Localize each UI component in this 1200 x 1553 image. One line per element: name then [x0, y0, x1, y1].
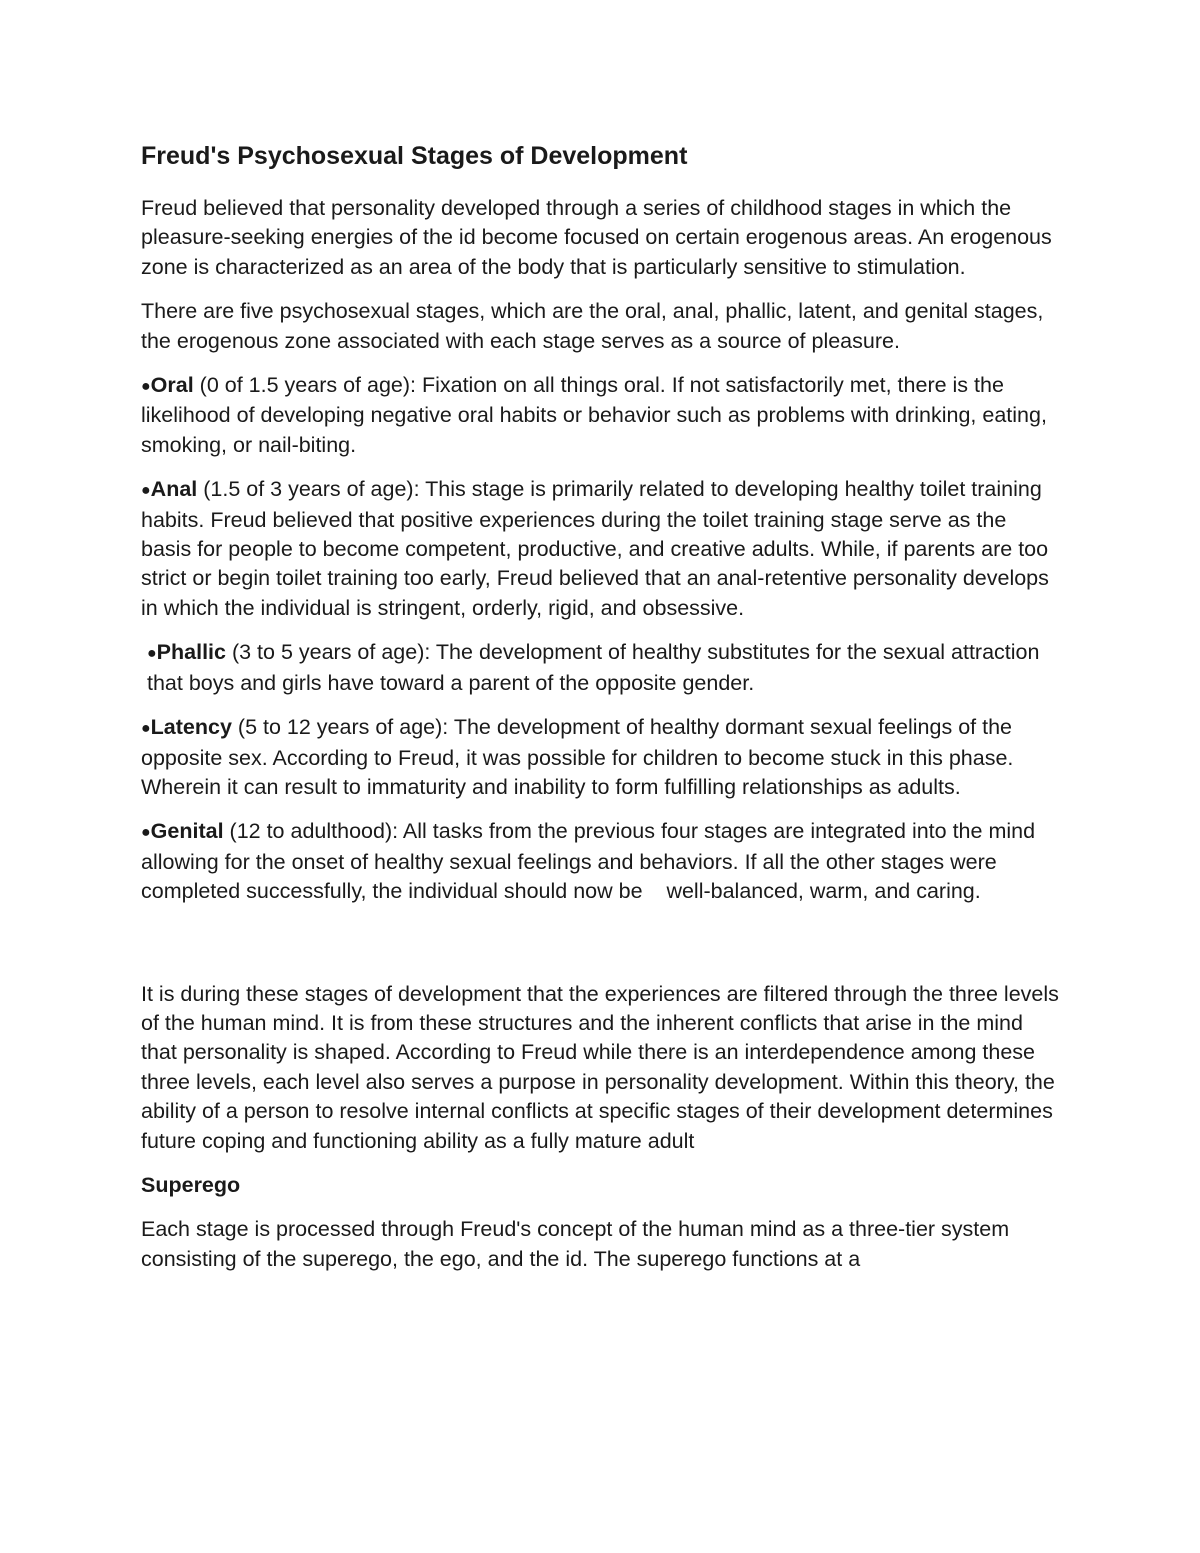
stage-description: (0 of 1.5 years of age): Fixation on all things oral. If not satisfactorily met, there is the likelihood of developing negative oral habits or behavior such as problems with drinking, eating, smoking, or nail-biting. [141, 373, 1047, 457]
superego-paragraph: Each stage is processed through Freud's concept of the human mind as a three-tier system consisting of the superego, the ego, and the id. The superego functions at a [141, 1217, 1010, 1271]
stage-description: (5 to 12 years of age): The development of healthy dormant sexual feelings of the opposite sex. According to Freud, it was possible for children to become stuck in this phase. Wherein it can result to immaturity and inability to form fulfilling relationships as adults. [141, 715, 1014, 799]
bullet-icon: ● [141, 720, 151, 738]
bullet-icon: ● [147, 645, 157, 663]
intro-paragraph-1: Freud believed that personality developed through a series of childhood stages in which the pleasure-seeking energies of the id become focused on certain erogenous areas. An erogenous zone is characterized as an area of the body that is particularly sensitive to stimulation. [141, 196, 1052, 279]
superego-heading: Superego [141, 1172, 241, 1197]
spacer [141, 922, 1061, 980]
stage-term: Phallic [156, 640, 226, 665]
stage-description: (3 to 5 years of age): The development of healthy substitutes for the sexual attraction that boys and girls have toward a parent of the opposite gender. [147, 640, 1040, 695]
stage-term: Latency [150, 715, 232, 740]
closing-paragraph: It is during these stages of development that the experiences are filtered through the three levels of the human mind. It is from these structures and the inherent conflicts that arise in the mind that personality is shaped. According to Freud while there is an interdependence among these three levels, each level also serves a purpose in personality development. Within this theory, the ability of a person to resolve internal conflicts at specific stages of their development determines future coping and functioning ability as a fully mature adult [141, 981, 1059, 1153]
stage-description: (12 to adulthood): All tasks from the previous four stages are integrated into the mind allowing for the onset of healthy sexual feelings and behaviors. If all the other stages were completed successfully, the individual should now be well-balanced, warm, and caring. [141, 819, 1042, 904]
stage-phallic [141, 638, 1061, 698]
page-title: Freud's Psychosexual Stages of Development [141, 142, 688, 170]
stage-term: Anal [150, 477, 198, 502]
stage-term: Oral [150, 373, 194, 398]
stage-anal [141, 475, 1061, 623]
stage-oral [141, 371, 1061, 460]
intro-paragraph-2: There are five psychosexual stages, which are the oral, anal, phallic, latent, and genital stages, the erogenous zone associated with each stage serves as a source of pleasure. [141, 299, 1044, 353]
bullet-icon: ● [141, 378, 151, 396]
bullet-icon: ● [141, 482, 151, 500]
bullet-icon: ● [141, 824, 151, 842]
document-page [141, 138, 1061, 1289]
stage-term: Genital [150, 819, 224, 844]
stage-latency [141, 713, 1061, 802]
stage-description: (1.5 of 3 years of age): This stage is primarily related to developing healthy toilet training habits. Freud believed that positive experiences during the toilet training stage serve as the basis for people to become competent, productive, and creative adults. While, if parents are too strict or begin toilet training too early, Freud believed that an anal-retentive personality develops in which the individual is stringent, orderly, rigid, and obsessive. [141, 477, 1049, 620]
stage-genital [141, 817, 1061, 906]
